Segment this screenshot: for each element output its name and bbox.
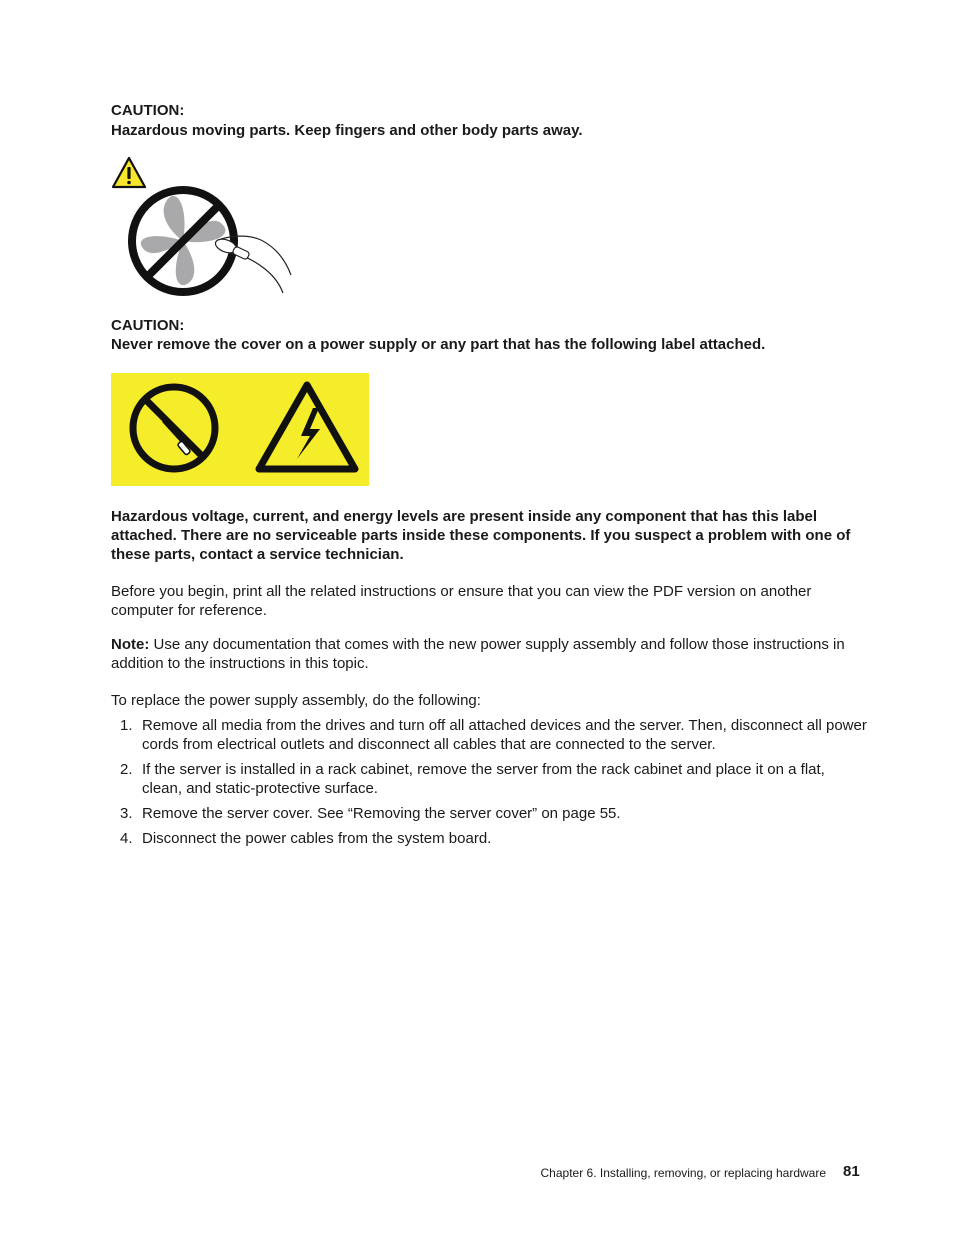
hazard-warning-text: Hazardous voltage, current, and energy levels are present inside any component that has this label attached. There are no serviceable parts inside these components. If you suspect a problem with one of these parts, contact a service technician. <box>111 508 851 563</box>
step-number: 2. <box>120 761 133 778</box>
page-number: 81 <box>843 1163 860 1180</box>
note-paragraph <box>111 635 871 673</box>
procedure-intro: To replace the power supply assembly, do the following: <box>111 692 481 709</box>
caution-label-2: CAUTION: <box>111 317 185 334</box>
caution-label-1: CAUTION: <box>111 102 185 119</box>
step-number: 4. <box>120 830 133 847</box>
caution-text-1: Hazardous moving parts. Keep fingers and other body parts away. <box>111 122 583 139</box>
footer-chapter-title: Chapter 6. Installing, removing, or replacing hardware <box>540 1166 826 1180</box>
note-text: Use any documentation that comes with the new power supply assembly and follow those instructions in addition to the instructions in this topic. <box>111 636 845 672</box>
step-text: If the server is installed in a rack cabinet, remove the server from the rack cabinet and place it on a flat, clean, and static-protective surface. <box>142 761 825 797</box>
hazard-label-image <box>111 373 369 486</box>
step-text: Remove the server cover. See “Removing the server cover” on page 55. <box>142 805 621 822</box>
no-moving-parts-icon <box>125 183 295 301</box>
caution-text-2: Never remove the cover on a power supply or any part that has the following label attached. <box>111 336 766 353</box>
note-label: Note: <box>111 636 150 653</box>
step-text: Disconnect the power cables from the system board. <box>142 830 492 847</box>
step-number: 3. <box>120 805 133 822</box>
step-text: Remove all media from the drives and turn off all attached devices and the server. Then, disconnect all power cords from electrical outlets and disconnect all cables that are connected to the server. <box>142 717 867 753</box>
step-number: 1. <box>120 717 133 734</box>
before-you-begin-text: Before you begin, print all the related instructions or ensure that you can view the PDF version on another computer for reference. <box>111 583 812 619</box>
